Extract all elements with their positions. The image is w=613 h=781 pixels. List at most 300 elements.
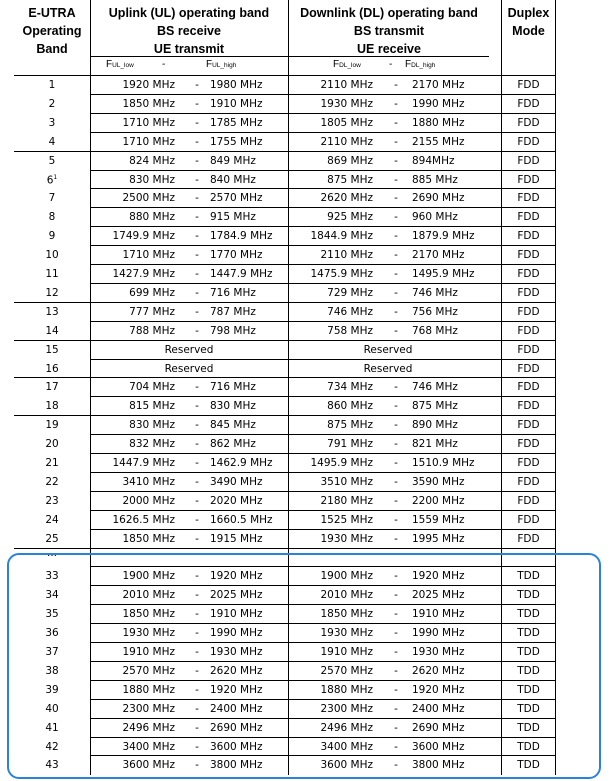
band-number: 12 [45,286,59,299]
uplink-reserved: Reserved [164,362,214,375]
downlink-low-frequency: 875 MHz [327,419,373,432]
subheader-ul-dash: - [162,59,166,70]
downlink-range-dash: - [394,570,398,583]
band-number: 35 [45,608,59,621]
downlink-high-frequency: 2025 MHz [412,589,465,602]
downlink-range-dash: - [394,381,398,394]
band-number: 8 [48,211,56,224]
downlink-range-dash: - [394,419,398,432]
table-row [14,530,556,549]
uplink-range-dash: - [195,740,199,753]
downlink-high-frequency: 1930 MHz [412,646,465,658]
duplex-mode: TDD [517,683,540,696]
uplink-range-dash: - [195,589,199,602]
uplink-low-frequency: 1850 MHz [122,97,175,110]
uplink-low-frequency: 3400 MHz [122,740,175,753]
uplink-low-frequency: 1749.9 MHz [112,230,175,243]
uplink-high-frequency: 2690 MHz [210,721,263,734]
table-row [14,76,556,95]
subheader-ul-low: FUL_low [106,59,134,70]
downlink-high-frequency: 3590 MHz [412,475,465,488]
downlink-low-frequency: 2180 MHz [320,494,373,507]
duplex-mode: FDD [517,268,540,280]
downlink-low-frequency: 2010 MHz [320,589,373,602]
downlink-range-dash: - [394,759,398,772]
duplex-mode: FDD [517,343,540,356]
downlink-high-frequency: 746 MHz [412,286,458,299]
downlink-range-dash: - [394,230,398,243]
downlink-high-frequency: 894MHz [412,154,455,167]
downlink-range-dash: - [394,79,398,91]
uplink-range-dash: - [195,116,199,129]
downlink-high-frequency: 1510.9 MHz [412,457,475,469]
downlink-low-frequency: 1880 MHz [320,683,373,696]
band-number: 7 [48,192,56,205]
band-number: 1 [48,79,56,91]
uplink-range-dash: - [195,419,199,432]
downlink-high-frequency: 1920 MHz [412,683,465,696]
table-row [14,341,556,360]
downlink-range-dash: - [394,683,398,696]
downlink-low-frequency: 2620 MHz [320,192,373,205]
table-row [14,416,556,435]
band-number: 3 [48,116,56,129]
uplink-high-frequency: 1910 MHz [210,97,263,110]
downlink-low-frequency: 2496 MHz [320,721,373,734]
duplex-mode: FDD [517,457,540,469]
table-row [14,189,556,208]
uplink-range-dash: - [195,154,199,167]
downlink-range-dash: - [394,400,398,413]
downlink-high-frequency: 2155 MHz [412,135,465,148]
uplink-high-frequency: 2020 MHz [210,494,263,507]
duplex-mode: FDD [517,494,540,507]
uplink-range-dash: - [195,475,199,488]
uplink-low-frequency: 832 MHz [129,438,175,451]
uplink-high-frequency: 1770 MHz [210,249,263,262]
downlink-range-dash: - [394,97,398,110]
downlink-range-dash: - [394,438,398,451]
uplink-range-dash: - [195,438,199,451]
downlink-high-frequency: 2690 MHz [412,192,465,205]
uplink-high-frequency: 1462.9 MHz [210,457,273,469]
downlink-low-frequency: 2110 MHz [320,79,373,91]
header-downlink-line-2: BS transmit [353,24,425,38]
downlink-high-frequency: 3600 MHz [412,740,465,753]
uplink-high-frequency: 2400 MHz [210,702,263,715]
downlink-high-frequency: 2620 MHz [412,664,465,677]
band-number: 14 [45,324,59,337]
uplink-low-frequency: 2570 MHz [122,664,175,677]
header-band-line-3: Band [36,42,68,56]
subheader-uplink [90,57,288,75]
table-row [14,360,556,379]
uplink-high-frequency: 1930 MHz [210,646,263,658]
duplex-mode: FDD [517,513,540,526]
header-band-line-1: E-UTRA [28,6,76,20]
table-row [14,246,556,265]
downlink-range-dash: - [394,532,398,545]
uplink-low-frequency: 1880 MHz [122,683,175,696]
band-number: 11 [45,268,59,280]
uplink-range-dash: - [195,570,199,583]
downlink-range-dash: - [394,627,398,640]
duplex-mode: TDD [517,570,540,583]
uplink-low-frequency: 1427.9 MHz [112,268,175,280]
downlink-range-dash: - [394,702,398,715]
table-row [14,511,556,530]
table-row [14,114,556,133]
uplink-range-dash: - [195,664,199,677]
duplex-mode: TDD [517,589,540,602]
subheader-dl-high: FDL_high [405,59,436,70]
downlink-low-frequency: 1910 MHz [320,646,373,658]
downlink-low-frequency: 925 MHz [327,211,373,224]
downlink-high-frequency: 1920 MHz [412,570,465,583]
duplex-mode: FDD [517,362,540,375]
uplink-high-frequency: 787 MHz [210,305,256,318]
uplink-high-frequency: 2620 MHz [210,664,263,677]
uplink-range-dash: - [195,79,199,91]
uplink-low-frequency: 1930 MHz [122,627,175,640]
downlink-high-frequency: 960 MHz [412,211,458,224]
downlink-range-dash: - [394,721,398,734]
uplink-low-frequency: 777 MHz [129,305,175,318]
band-footnote-marker: 1 [53,173,58,181]
band-number: 2 [48,97,56,110]
downlink-low-frequency: 1930 MHz [320,627,373,640]
uplink-high-frequency: 1920 MHz [210,570,263,583]
downlink-range-dash: - [394,513,398,526]
table-row [14,133,556,152]
uplink-range-dash: - [195,381,199,394]
table-row [14,227,556,246]
table-row [14,303,556,322]
duplex-mode: FDD [517,475,540,488]
downlink-high-frequency: 875 MHz [412,400,458,413]
uplink-low-frequency: 788 MHz [129,324,175,337]
duplex-mode: FDD [517,154,540,167]
duplex-mode: FDD [517,211,540,224]
downlink-low-frequency: 734 MHz [327,381,373,394]
table-row [14,171,556,190]
header-uplink-line-1: Uplink (UL) operating band [108,6,270,20]
downlink-high-frequency: 1879.9 MHz [412,230,475,243]
band-number: 19 [45,419,59,432]
duplex-mode: TDD [517,646,540,658]
band-number: 17 [45,381,59,394]
duplex-mode: TDD [517,664,540,677]
uplink-range-dash: - [195,97,199,110]
uplink-high-frequency: 1755 MHz [210,135,263,148]
duplex-mode: FDD [517,135,540,148]
uplink-high-frequency: 1785 MHz [210,116,263,129]
downlink-low-frequency: 869 MHz [327,154,373,167]
uplink-range-dash: - [195,759,199,772]
downlink-range-dash: - [394,211,398,224]
downlink-low-frequency: 860 MHz [327,400,373,413]
uplink-high-frequency: 2025 MHz [210,589,263,602]
table-row [14,322,556,341]
duplex-mode: TDD [517,721,540,734]
uplink-high-frequency: 798 MHz [210,324,256,337]
downlink-low-frequency: 758 MHz [327,324,373,337]
uplink-low-frequency: 815 MHz [129,400,175,413]
duplex-mode: TDD [517,608,540,621]
downlink-range-dash: - [394,589,398,602]
uplink-low-frequency: 2300 MHz [122,702,175,715]
band-number: 5 [48,154,56,167]
downlink-range-dash: - [394,608,398,621]
downlink-high-frequency: 1495.9 MHz [412,268,475,280]
table-row [14,152,556,171]
subheader-top-rule [90,56,489,57]
band-number: 33 [45,570,59,583]
duplex-mode: TDD [517,627,540,640]
downlink-high-frequency: 1910 MHz [412,608,465,621]
uplink-range-dash: - [195,192,199,205]
uplink-low-frequency: 880 MHz [129,211,175,224]
header-band [14,0,90,56]
uplink-low-frequency: 2496 MHz [122,721,175,734]
header-mode-line-1: Duplex [507,6,550,20]
band-number: 38 [45,664,59,677]
table-row [14,284,556,303]
downlink-low-frequency: 2570 MHz [320,664,373,677]
downlink-range-dash: - [394,116,398,129]
uplink-low-frequency: 704 MHz [129,381,175,394]
duplex-mode: TDD [517,702,540,715]
downlink-range-dash: - [394,305,398,318]
downlink-low-frequency: 729 MHz [327,286,373,299]
band-number: 22 [45,475,59,488]
downlink-high-frequency: 1990 MHz [412,627,465,640]
band-number: 16 [45,362,59,375]
band-number: 23 [45,494,59,507]
uplink-high-frequency: 716 MHz [210,286,256,299]
uplink-high-frequency: 1990 MHz [210,627,263,640]
uplink-range-dash: - [195,683,199,696]
duplex-mode: FDD [517,381,540,394]
header-band-line-2: Operating [22,24,82,38]
uplink-range-dash: - [195,627,199,640]
band-number: 41 [45,721,59,734]
downlink-low-frequency: 1930 MHz [320,97,373,110]
duplex-mode: FDD [517,116,540,129]
uplink-range-dash: - [195,532,199,545]
downlink-range-dash: - [394,249,398,262]
uplink-range-dash: - [195,646,199,658]
table-row [14,265,556,284]
uplink-range-dash: - [195,721,199,734]
uplink-range-dash: - [195,211,199,224]
downlink-high-frequency: 2200 MHz [412,494,465,507]
uplink-low-frequency: 699 MHz [129,286,175,299]
uplink-high-frequency: 849 MHz [210,154,256,167]
table-row [14,208,556,227]
table-row [14,492,556,511]
duplex-mode: TDD [517,759,540,772]
downlink-low-frequency: 1900 MHz [320,570,373,583]
downlink-range-dash: - [394,740,398,753]
uplink-high-frequency: 830 MHz [210,400,256,413]
uplink-reserved: Reserved [164,343,214,356]
uplink-high-frequency: 915 MHz [210,211,256,224]
downlink-high-frequency: 890 MHz [412,419,458,432]
table-row [14,473,556,492]
downlink-range-dash: - [394,646,398,658]
downlink-low-frequency: 3510 MHz [320,475,373,488]
downlink-low-frequency: 1850 MHz [320,608,373,621]
duplex-mode: FDD [517,419,540,432]
band-number: 40 [45,702,59,715]
downlink-range-dash: - [394,664,398,677]
downlink-high-frequency: 1880 MHz [412,116,465,129]
uplink-range-dash: - [195,230,199,243]
uplink-range-dash: - [195,494,199,507]
band-number: 36 [45,627,59,640]
band-number: 18 [45,400,59,413]
uplink-high-frequency: 845 MHz [210,419,256,432]
downlink-low-frequency: 875 MHz [327,173,373,186]
subheader-downlink [289,57,489,75]
uplink-range-dash: - [195,324,199,337]
uplink-high-frequency: 840 MHz [210,173,256,186]
downlink-range-dash: - [394,154,398,167]
uplink-low-frequency: 1920 MHz [122,79,175,91]
downlink-high-frequency: 3800 MHz [412,759,465,772]
downlink-high-frequency: 2170 MHz [412,249,465,262]
downlink-low-frequency: 3600 MHz [320,759,373,772]
uplink-low-frequency: 1710 MHz [122,135,175,148]
header-downlink [289,0,489,56]
uplink-low-frequency: 2010 MHz [122,589,175,602]
header-uplink [90,0,288,56]
uplink-high-frequency: 1660.5 MHz [210,513,273,526]
band-number: 21 [45,457,59,469]
duplex-mode: FDD [517,438,540,451]
header-downlink-line-1: Downlink (DL) operating band [300,6,478,20]
uplink-range-dash: - [195,702,199,715]
uplink-range-dash: - [195,249,199,262]
band-number: 43 [45,759,59,772]
table-row [14,454,556,473]
downlink-high-frequency: 2690 MHz [412,721,465,734]
uplink-low-frequency: 824 MHz [129,154,175,167]
uplink-range-dash: - [195,513,199,526]
downlink-high-frequency: 756 MHz [412,305,458,318]
uplink-high-frequency: 3800 MHz [210,759,263,772]
uplink-high-frequency: 2570 MHz [210,192,263,205]
header-uplink-line-3: UE transmit [153,42,225,56]
downlink-high-frequency: 1559 MHz [412,513,465,526]
header-mode [501,0,556,56]
uplink-range-dash: - [195,608,199,621]
uplink-low-frequency: 1900 MHz [122,570,175,583]
band-number: 4 [48,135,56,148]
tdd-bands-highlight-outline [7,553,601,779]
uplink-low-frequency: 2000 MHz [122,494,175,507]
uplink-high-frequency: 1915 MHz [210,532,263,545]
downlink-range-dash: - [394,135,398,148]
uplink-low-frequency: 830 MHz [129,173,175,186]
downlink-range-dash: - [394,457,398,469]
band-number: 15 [45,343,59,356]
uplink-range-dash: - [195,173,199,186]
downlink-high-frequency: 1990 MHz [412,97,465,110]
downlink-low-frequency: 2300 MHz [320,702,373,715]
uplink-range-dash: - [195,135,199,148]
band-number: 9 [48,230,56,243]
uplink-high-frequency: 1920 MHz [210,683,263,696]
uplink-low-frequency: 1710 MHz [122,116,175,129]
downlink-low-frequency: 1495.9 MHz [310,457,373,469]
header-mode-line-2: Mode [512,24,545,38]
duplex-mode: FDD [517,286,540,299]
uplink-low-frequency: 830 MHz [129,419,175,432]
header-uplink-line-2: BS receive [157,24,221,38]
duplex-mode: FDD [517,324,540,337]
band-number: 34 [45,589,59,602]
downlink-low-frequency: 1930 MHz [320,532,373,545]
uplink-low-frequency: 2500 MHz [122,192,175,205]
uplink-high-frequency: 1980 MHz [210,79,263,91]
band-number: 42 [45,740,59,753]
uplink-high-frequency: 1447.9 MHz [210,268,273,280]
downlink-low-frequency: 1525 MHz [320,513,373,526]
band-number: $6^1$ [46,173,58,186]
band-number: ... [46,546,57,559]
uplink-high-frequency: 716 MHz [210,381,256,394]
band-number: 10 [45,249,59,262]
uplink-high-frequency: 3490 MHz [210,475,263,488]
band-number: 13 [45,305,59,318]
uplink-range-dash: - [195,457,199,469]
band-number: 37 [45,646,59,658]
band-number: 25 [45,532,59,545]
duplex-mode: TDD [517,740,540,753]
uplink-low-frequency: 1850 MHz [122,532,175,545]
duplex-mode: FDD [517,97,540,110]
uplink-high-frequency: 3600 MHz [210,740,263,753]
downlink-range-dash: - [394,286,398,299]
downlink-high-frequency: 821 MHz [412,438,458,451]
downlink-low-frequency: 2110 MHz [320,249,373,262]
duplex-mode: FDD [517,79,540,91]
downlink-reserved: Reserved [363,343,413,356]
subheader-ul-high: FUL_high [206,59,237,70]
downlink-low-frequency: 2110 MHz [320,135,373,148]
downlink-range-dash: - [394,268,398,280]
duplex-mode: FDD [517,400,540,413]
band-number: 39 [45,683,59,696]
downlink-low-frequency: 3400 MHz [320,740,373,753]
downlink-high-frequency: 2170 MHz [412,79,465,91]
uplink-low-frequency: 1850 MHz [122,608,175,621]
uplink-high-frequency: 862 MHz [210,438,256,451]
duplex-mode: FDD [517,305,540,318]
uplink-low-frequency: 3410 MHz [122,475,175,488]
table-row [14,378,556,397]
duplex-mode: FDD [517,192,540,205]
downlink-high-frequency: 2400 MHz [412,702,465,715]
table-row [14,95,556,114]
downlink-reserved: Reserved [363,362,413,375]
downlink-low-frequency: 1805 MHz [320,116,373,129]
uplink-low-frequency: 1626.5 MHz [112,513,175,526]
band-number: 24 [45,513,59,526]
downlink-range-dash: - [394,192,398,205]
